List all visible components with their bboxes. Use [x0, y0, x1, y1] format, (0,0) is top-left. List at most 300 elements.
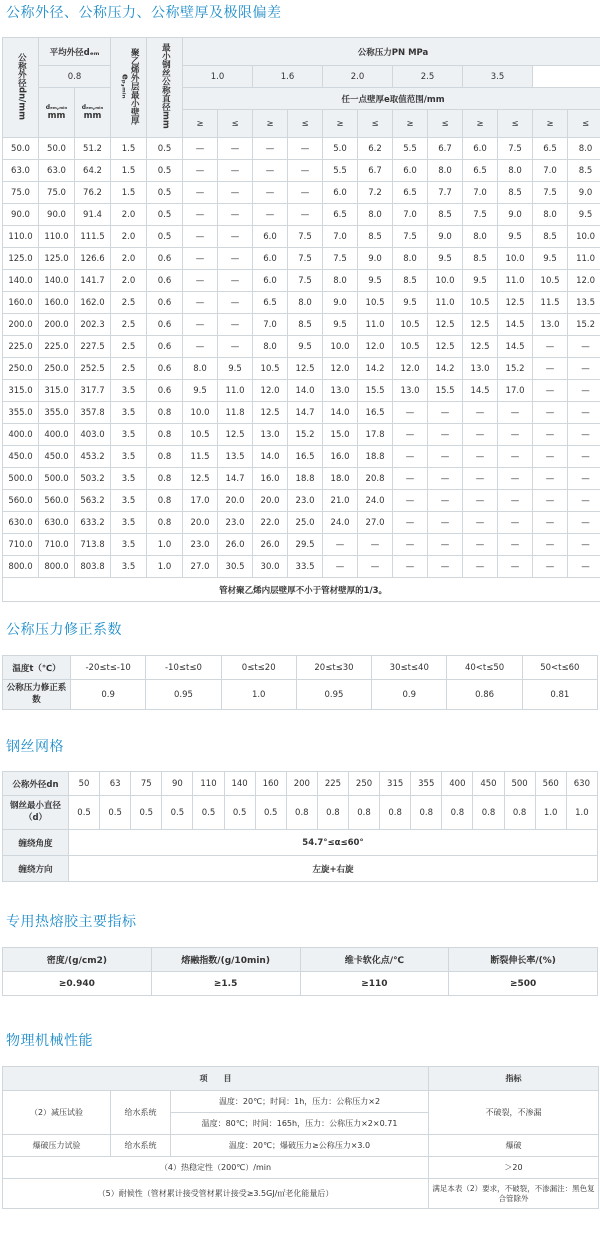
table-cell: 12.5	[183, 468, 218, 490]
table-cell: —	[428, 402, 463, 424]
table-cell: 29.5	[288, 534, 323, 556]
table-cell: 3.5	[111, 556, 147, 578]
table-cell: 8.0	[253, 336, 288, 358]
table-cell: 800.0	[39, 556, 75, 578]
table-cell: 8.0	[393, 248, 428, 270]
table-cell: —	[393, 468, 428, 490]
table-cell: 14.7	[288, 402, 323, 424]
header-dmax: dₑₘ,ₘᵢₙ mm	[75, 88, 111, 138]
table-cell: —	[218, 160, 253, 182]
table-row	[3, 226, 600, 248]
header-le: ≤	[218, 110, 253, 138]
table-cell: 10.5	[533, 270, 568, 292]
table-cell: —	[323, 534, 358, 556]
table-cell: —	[463, 490, 498, 512]
wire-diameter-value: 0.8	[442, 796, 473, 830]
table-cell: 453.2	[75, 446, 111, 468]
table-cell: —	[393, 402, 428, 424]
table-cell: —	[218, 226, 253, 248]
table-cell: 23.0	[288, 490, 323, 512]
table-cell: 9.0	[358, 248, 393, 270]
table-cell: 126.6	[75, 248, 111, 270]
table-cell: 17.0	[183, 490, 218, 512]
table-cell: 357.8	[75, 402, 111, 424]
table-cell: 6.0	[393, 160, 428, 182]
table-row	[3, 358, 600, 380]
header-correction-coef: 公称压力修正系数	[3, 680, 71, 710]
table-cell: 8.0	[323, 270, 358, 292]
table-cell: 2.5	[111, 336, 147, 358]
table-cell: 10.5	[463, 292, 498, 314]
table-cell: 6.0	[323, 182, 358, 204]
table-cell: —	[498, 512, 533, 534]
table-cell: 403.0	[75, 424, 111, 446]
table-cell: 3.5	[111, 534, 147, 556]
table-cell: 0.6	[147, 314, 183, 336]
table-cell: —	[183, 248, 218, 270]
section-title-mechanical-properties: 物理机械性能	[6, 1033, 93, 1049]
adhesive-header: 断裂伸长率/(%)	[449, 948, 598, 972]
table-cell: —	[253, 160, 288, 182]
table-cell: —	[568, 468, 600, 490]
header-pn-value: 2.5	[393, 66, 463, 88]
table-cell: 6.2	[358, 138, 393, 160]
table-row	[3, 446, 600, 468]
table-cell: 560.0	[39, 490, 75, 512]
table-cell: 710.0	[3, 534, 39, 556]
table-cell: —	[183, 160, 218, 182]
table-cell: —	[568, 336, 600, 358]
table-row	[3, 380, 600, 402]
table-cell: 8.0	[428, 160, 463, 182]
table-cell: —	[183, 336, 218, 358]
temperature-range: -10≤t≤0	[146, 656, 221, 680]
table-cell: 9.0	[323, 292, 358, 314]
correction-coef: 0.95	[146, 680, 221, 710]
table-cell: —	[358, 556, 393, 578]
table-cell: 162.0	[75, 292, 111, 314]
table-cell: —	[533, 534, 568, 556]
adhesive-header: 密度/(g/cm2)	[3, 948, 152, 972]
wire-od-value: 200	[286, 772, 317, 796]
table-cell: 26.0	[218, 534, 253, 556]
table-cell: —	[568, 358, 600, 380]
table-cell: 12.5	[428, 314, 463, 336]
header-ge: ≥	[463, 110, 498, 138]
wire-diameter-value: 0.8	[286, 796, 317, 830]
table-cell: —	[253, 182, 288, 204]
table-cell: 12.5	[463, 314, 498, 336]
row-thermal-stability-index: ＞20	[429, 1157, 599, 1179]
table-row	[3, 270, 600, 292]
table-cell: —	[498, 402, 533, 424]
header-nominal-pressure: 公称压力PN MPa	[183, 38, 600, 66]
table-cell: 450.0	[3, 446, 39, 468]
header-pn-value: 0.8	[39, 66, 111, 88]
table-row	[3, 138, 600, 160]
wire-od-value: 225	[317, 772, 348, 796]
table-cell: —	[428, 534, 463, 556]
table-cell: 315.0	[39, 380, 75, 402]
table-cell: 16.5	[288, 446, 323, 468]
table-cell: 0.8	[147, 402, 183, 424]
table-cell: 0.8	[147, 446, 183, 468]
header-average-od: 平均外径dₑₘ	[39, 38, 111, 66]
table-cell: 0.6	[147, 336, 183, 358]
row-thermal-stability: （4）热稳定性（200℃）/min	[3, 1157, 429, 1179]
table-cell: 8.5	[428, 204, 463, 226]
table-cell: 10.0	[323, 336, 358, 358]
row-weather-resistance-index: 满足本表（2）要求，不破裂，不渗漏注：黑色复合管除外	[429, 1179, 599, 1209]
table-cell: —	[568, 490, 600, 512]
row-burst-test-index: 爆破	[429, 1135, 599, 1157]
table-cell: 13.0	[533, 314, 568, 336]
adhesive-header: 维卡软化点/℃	[300, 948, 449, 972]
table-cell: 14.2	[358, 358, 393, 380]
table-cell: 11.0	[218, 380, 253, 402]
table-cell: 8.5	[463, 248, 498, 270]
correction-coef: 0.81	[522, 680, 597, 710]
table-cell: 3.5	[111, 446, 147, 468]
wire-diameter-value: 0.5	[255, 796, 286, 830]
table-cell: 6.5	[323, 204, 358, 226]
table-cell: —	[218, 182, 253, 204]
table-cell: 10.0	[428, 270, 463, 292]
table-cell: 7.5	[323, 248, 358, 270]
table-cell: 125.0	[39, 248, 75, 270]
table-cell: 20.0	[218, 490, 253, 512]
table-cell: 9.5	[218, 358, 253, 380]
table-cell: —	[568, 424, 600, 446]
table-cell: 140.0	[3, 270, 39, 292]
header-nominal-od: 公称外径dn/mm	[3, 38, 39, 138]
table-cell: 13.0	[323, 380, 358, 402]
table-cell: 12.0	[253, 380, 288, 402]
wire-od-value: 630	[566, 772, 597, 796]
table-cell: —	[533, 468, 568, 490]
table-cell: 9.0	[428, 226, 463, 248]
table-cell: —	[533, 402, 568, 424]
table-cell: 90.0	[3, 204, 39, 226]
table-cell: 3.5	[111, 424, 147, 446]
table-cell: 200.0	[3, 314, 39, 336]
table-cell: —	[568, 512, 600, 534]
table-cell: —	[568, 446, 600, 468]
dimensions-table	[2, 37, 600, 602]
table-cell: —	[428, 556, 463, 578]
wire-od-value: 140	[224, 772, 255, 796]
table-cell: 20.8	[358, 468, 393, 490]
table-cell: 5.5	[393, 138, 428, 160]
table-cell: 10.5	[253, 358, 288, 380]
table-cell: —	[218, 138, 253, 160]
correction-coef: 1.0	[221, 680, 296, 710]
table-cell: 1.0	[147, 534, 183, 556]
table-cell: 8.5	[533, 226, 568, 248]
table-cell: 0.8	[147, 424, 183, 446]
table-cell: 14.5	[498, 336, 533, 358]
table-cell: 1.5	[111, 182, 147, 204]
section-title-pressure-correction: 公称压力修正系数	[6, 622, 122, 638]
table-cell: 6.0	[253, 270, 288, 292]
wire-od-value: 160	[255, 772, 286, 796]
wire-diameter-value: 1.0	[566, 796, 597, 830]
wire-od-value: 355	[411, 772, 442, 796]
row-pressure-test-index: 不破裂，不渗漏	[429, 1091, 599, 1135]
table-cell: 6.5	[463, 160, 498, 182]
correction-coef: 0.86	[447, 680, 522, 710]
table-cell: 12.0	[323, 358, 358, 380]
table-cell: 450.0	[39, 446, 75, 468]
table-cell: 90.0	[39, 204, 75, 226]
table-cell: —	[428, 490, 463, 512]
table-cell: 9.5	[288, 336, 323, 358]
adhesive-value: ≥0.940	[3, 972, 152, 996]
table-cell: 10.5	[393, 314, 428, 336]
adhesive-value: ≥500	[449, 972, 598, 996]
table-cell: 6.5	[393, 182, 428, 204]
table-cell: 7.5	[463, 204, 498, 226]
table-cell: 10.5	[358, 292, 393, 314]
correction-coef: 0.95	[296, 680, 371, 710]
adhesive-value: ≥1.5	[151, 972, 300, 996]
header-pe-min-wall: 聚乙烯外层最小壁厚eₚ,ₘᵢₙ	[111, 38, 147, 138]
table-cell: —	[533, 380, 568, 402]
wire-od-value: 90	[162, 772, 193, 796]
header-pn-value: 1.0	[183, 66, 253, 88]
table-cell: 2.5	[111, 314, 147, 336]
table-cell: 8.0	[568, 138, 600, 160]
wire-diameter-value: 0.5	[193, 796, 224, 830]
table-cell: 23.0	[218, 512, 253, 534]
table-cell: 18.8	[358, 446, 393, 468]
table-cell: 12.5	[253, 402, 288, 424]
table-cell: 7.2	[358, 182, 393, 204]
table-cell: 6.0	[463, 138, 498, 160]
table-cell: 7.0	[533, 160, 568, 182]
table-cell: 630.0	[39, 512, 75, 534]
wire-diameter-value: 0.8	[411, 796, 442, 830]
table-cell: 2.0	[111, 270, 147, 292]
header-ge: ≥	[183, 110, 218, 138]
wire-diameter-value: 0.5	[224, 796, 255, 830]
table-cell: 17.8	[358, 424, 393, 446]
table-cell: 14.5	[463, 380, 498, 402]
table-cell: —	[288, 204, 323, 226]
row-pressure-test-condition-2: 温度：80℃；时间：165h，压力：公称压力×2×0.71	[171, 1113, 429, 1135]
mechanical-properties-table	[2, 1066, 599, 1209]
wire-od-value: 63	[100, 772, 131, 796]
table-cell: —	[183, 226, 218, 248]
table-cell: 9.0	[498, 204, 533, 226]
table-row	[3, 248, 600, 270]
wire-od-value: 450	[473, 772, 504, 796]
table-cell: 6.7	[358, 160, 393, 182]
table-cell: 111.5	[75, 226, 111, 248]
table-cell: 14.5	[498, 314, 533, 336]
table-cell: 6.0	[253, 248, 288, 270]
table-cell: —	[463, 512, 498, 534]
section-title-wire-mesh: 钢丝网格	[6, 739, 64, 755]
table-cell: —	[218, 204, 253, 226]
table-cell: —	[463, 446, 498, 468]
header-ge: ≥	[533, 110, 568, 138]
table-cell: 0.6	[147, 270, 183, 292]
table-cell: —	[533, 490, 568, 512]
table-cell: —	[498, 468, 533, 490]
table-cell: 33.5	[288, 556, 323, 578]
table-cell: 11.8	[218, 402, 253, 424]
table-cell: 250.0	[39, 358, 75, 380]
table-cell: —	[393, 424, 428, 446]
table-cell: 11.0	[428, 292, 463, 314]
table-cell: 27.0	[358, 512, 393, 534]
header-index: 指标	[429, 1067, 599, 1091]
table-cell: 3.5	[111, 380, 147, 402]
table-row	[3, 490, 600, 512]
table-cell: 6.5	[253, 292, 288, 314]
table-cell: 10.0	[498, 248, 533, 270]
wire-od-value: 110	[193, 772, 224, 796]
table-cell: 9.5	[498, 226, 533, 248]
header-le: ≤	[428, 110, 463, 138]
table-cell: 13.5	[568, 292, 600, 314]
table-cell: 15.5	[358, 380, 393, 402]
table-cell: 20.0	[253, 490, 288, 512]
header-wire-min-diameter: 钢丝最小直径（d）	[3, 796, 69, 830]
table-cell: 27.0	[183, 556, 218, 578]
header-min-wire-diameter: 最小钢丝公称直径mm	[147, 38, 183, 138]
table-cell: 25.0	[288, 512, 323, 534]
wire-diameter-value: 0.5	[131, 796, 162, 830]
table-cell: 200.0	[39, 314, 75, 336]
table-cell: 0.5	[147, 182, 183, 204]
header-ge: ≥	[323, 110, 358, 138]
table-cell: —	[183, 270, 218, 292]
table-cell: —	[568, 380, 600, 402]
table-cell: 160.0	[39, 292, 75, 314]
table-cell: 14.2	[428, 358, 463, 380]
table-cell: —	[183, 204, 218, 226]
table-cell: 7.5	[288, 248, 323, 270]
table-cell: —	[288, 138, 323, 160]
table-cell: 3.5	[111, 490, 147, 512]
table-cell: —	[218, 292, 253, 314]
header-winding-direction: 缠绕方向	[3, 856, 69, 882]
wire-mesh-table	[2, 771, 598, 882]
table-cell: 160.0	[3, 292, 39, 314]
table-row	[3, 402, 600, 424]
table-cell: 9.0	[568, 182, 600, 204]
correction-coef: 0.9	[71, 680, 146, 710]
table-cell: 7.0	[393, 204, 428, 226]
table-cell: 7.7	[428, 182, 463, 204]
table-cell: 14.0	[253, 446, 288, 468]
table-cell: 110.0	[3, 226, 39, 248]
table-cell: 2.0	[111, 204, 147, 226]
row-burst-test-condition: 温度：20℃；爆破压力≥公称压力×3.0	[171, 1135, 429, 1157]
table-cell: 30.0	[253, 556, 288, 578]
table-cell: —	[218, 248, 253, 270]
table-cell: 13.5	[218, 446, 253, 468]
table-cell: —	[428, 446, 463, 468]
table-cell: 12.5	[463, 336, 498, 358]
table-cell: 713.8	[75, 534, 111, 556]
table-cell: 0.6	[147, 358, 183, 380]
table-row	[3, 182, 600, 204]
row-pressure-test-name: （2）减压试验	[3, 1091, 111, 1135]
table-cell: 8.0	[498, 160, 533, 182]
table-cell: —	[393, 512, 428, 534]
table-cell: 225.0	[39, 336, 75, 358]
table-cell: 15.2	[498, 358, 533, 380]
table-cell: 630.0	[3, 512, 39, 534]
table-cell: 5.0	[323, 138, 358, 160]
table-cell: —	[498, 446, 533, 468]
table-cell: —	[393, 556, 428, 578]
table-cell: 11.0	[358, 314, 393, 336]
wire-od-value: 50	[69, 772, 100, 796]
table-cell: 16.0	[253, 468, 288, 490]
wire-diameter-value: 0.8	[504, 796, 535, 830]
table-row	[3, 160, 600, 182]
temperature-range: 20≤t≤30	[296, 656, 371, 680]
table-cell: 24.0	[323, 512, 358, 534]
wire-od-value: 315	[380, 772, 411, 796]
table-cell: 710.0	[39, 534, 75, 556]
header-wall-range: 任一点壁厚e取值范围/mm	[183, 88, 600, 110]
table-cell: —	[568, 534, 600, 556]
table-cell: 10.5	[183, 424, 218, 446]
table-cell: —	[463, 402, 498, 424]
table-cell: 6.5	[533, 138, 568, 160]
table-cell: 76.2	[75, 182, 111, 204]
table-row	[3, 534, 600, 556]
table-cell: 7.5	[288, 270, 323, 292]
table-cell: 7.5	[498, 138, 533, 160]
table-cell: 7.0	[253, 314, 288, 336]
table-cell: —	[533, 446, 568, 468]
table-cell: 400.0	[39, 424, 75, 446]
table-cell: 13.0	[253, 424, 288, 446]
table-cell: 12.0	[358, 336, 393, 358]
pressure-correction-table	[2, 655, 598, 710]
table-cell: 800.0	[3, 556, 39, 578]
table-cell: —	[323, 556, 358, 578]
table-cell: 75.0	[3, 182, 39, 204]
table-cell: 15.5	[428, 380, 463, 402]
table-cell: —	[288, 160, 323, 182]
table-cell: —	[463, 424, 498, 446]
table-cell: 0.6	[147, 248, 183, 270]
table-cell: 500.0	[3, 468, 39, 490]
table-cell: 7.5	[393, 226, 428, 248]
table-cell: 50.0	[39, 138, 75, 160]
table-cell: 12.5	[428, 336, 463, 358]
table-cell: 23.0	[183, 534, 218, 556]
table-row	[3, 204, 600, 226]
table-cell: 13.0	[463, 358, 498, 380]
header-pn-value: 2.0	[323, 66, 393, 88]
table-cell: 252.5	[75, 358, 111, 380]
table-cell: 11.5	[183, 446, 218, 468]
table-cell: 2.0	[111, 226, 147, 248]
wire-diameter-value: 0.5	[69, 796, 100, 830]
table-cell: 64.2	[75, 160, 111, 182]
table-cell: 9.5	[183, 380, 218, 402]
header-pn-value: 3.5	[463, 66, 533, 88]
table-cell: 7.0	[323, 226, 358, 248]
